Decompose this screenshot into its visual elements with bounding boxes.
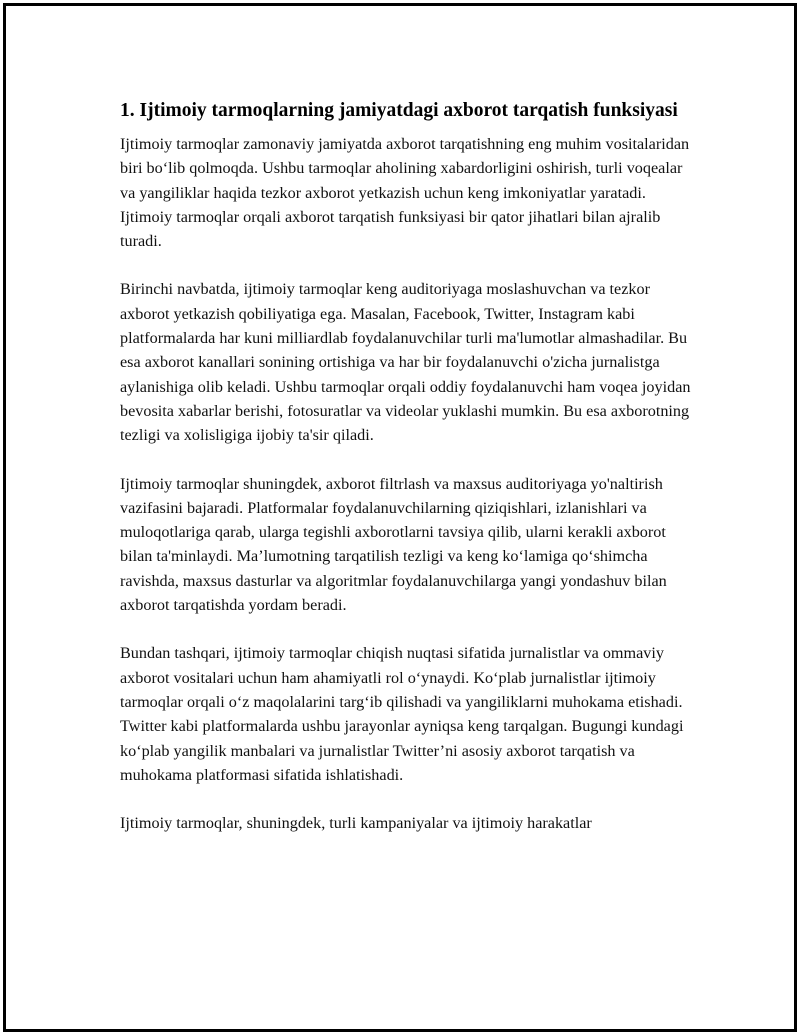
paragraph-2: Birinchi navbatda, ijtimoiy tarmoqlar keng auditoriyaga moslashuvchan va tezkor axborot yetkazish qobiliyatiga ega. Masalan, Facebook, Twitter, Instagram kabi platformalarda har kuni milliardlab foydalanuvchilar turli ma'lumotlar almashadilar. Bu esa axborot kanallari sonining ortishiga va har bir foydalanuvchi o'zicha jurnalistga aylanishiga olib keladi. Ushbu tarmoqlar orqali oddiy foydalanuvchi ham voqea joyidan bevosita xabarlar berishi, fotosuratlar va videolar yuklashi mumkin. Bu esa axborotning tezligi va xolisligiga ijobiy ta'sir qiladi.	[120, 280, 691, 445]
document-body	[120, 98, 700, 859]
section-heading: 1. Ijtimoiy tarmoqlarning jamiyatdagi axborot tarqatish funksiyasi	[120, 100, 678, 121]
page-frame	[3, 3, 797, 1032]
paragraph-3: Ijtimoiy tarmoqlar shuningdek, axborot filtrlash va maxsus auditoriyaga yo'naltirish vazifasini bajaradi. Platformalar foydalanuvchilarning qiziqishlari, izlanishlari va muloqotlariga qarab, ularga tegishli axborotlarni tavsiya qilib, ularni kerakli axborot bilan ta'minlaydi. Ma’lumotning tarqatilish tezligi va keng ko‘lamiga qo‘shimcha ravishda, maxsus dasturlar va algoritmlar foydalanuvchilarga yangi yondashuv bilan axborot tarqatishda yordam beradi.	[120, 474, 667, 615]
paragraph-5: Ijtimoiy tarmoqlar, shuningdek, turli kampaniyalar va ijtimoiy harakatlar	[120, 814, 592, 833]
paragraph-4: Bundan tashqari, ijtimoiy tarmoqlar chiqish nuqtasi sifatida jurnalistlar va ommaviy axborot vositalari uchun ham ahamiyatli rol o‘ynaydi. Ko‘plab jurnalistlar ijtimoiy tarmoqlar orqali o‘z maqolalarini targ‘ib qilishadi va yangiliklarni muhokama etishadi. Twitter kabi platformalarda ushbu jarayonlar ayniqsa keng tarqalgan. Bugungi kundagi ko‘plab yangilik manbalari va jurnalistlar Twitter’ni asosiy axborot tarqatish va muhokama platformasi sifatida ishlatishadi.	[120, 644, 684, 784]
paragraph-1: Ijtimoiy tarmoqlar zamonaviy jamiyatda axborot tarqatishning eng muhim vositalaridan biri bo‘lib qolmoqda. Ushbu tarmoqlar aholining xabardorligini oshirish, turli voqealar va yangiliklar haqida tezkor axborot yetkazish uchun keng imkoniyatlar yaratadi. Ijtimoiy tarmoqlar orqali axborot tarqatish funksiyasi bir qator jihatlari bilan ajralib turadi.	[120, 135, 690, 251]
